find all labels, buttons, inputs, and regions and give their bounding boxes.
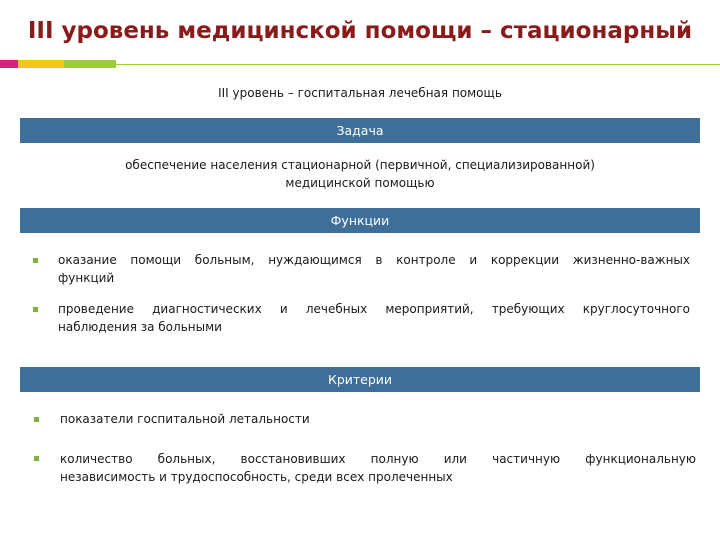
task-header: Задача bbox=[20, 118, 700, 143]
functions-item-2-line-2: наблюдения за больными bbox=[58, 320, 222, 334]
criteria-item-2-line-2: независимость и трудоспособность, среди всех пролеченных bbox=[60, 470, 453, 484]
bullet-icon bbox=[34, 417, 39, 422]
functions-header: Функции bbox=[20, 208, 700, 233]
criteria-header: Критерии bbox=[20, 367, 700, 392]
functions-item-2-line-1: проведение диагностических и лечебных мероприятий, требующих круглосуточного bbox=[58, 302, 690, 316]
task-text-line-2: медицинской помощью bbox=[285, 176, 435, 190]
color-bar-yellow bbox=[18, 60, 64, 68]
functions-item-1-line-1: оказание помощи больным, нуждающимся в контроле и коррекции жизненно-важных bbox=[58, 253, 690, 267]
criteria-item-1-line-1: показатели госпитальной летальности bbox=[60, 412, 310, 426]
criteria-item-2 bbox=[60, 450, 696, 486]
functions-item-2 bbox=[58, 300, 690, 336]
color-bar-magenta bbox=[0, 60, 18, 68]
task-text-line-1: обеспечение населения стационарной (первичной, специализированной) bbox=[125, 158, 595, 172]
color-bar-green bbox=[64, 60, 116, 68]
task-text bbox=[60, 156, 660, 192]
functions-item-1-line-2: функций bbox=[58, 271, 115, 285]
functions-item-1 bbox=[58, 251, 690, 287]
slide-subtitle: III уровень – госпитальная лечебная помощь bbox=[218, 86, 502, 100]
bullet-icon bbox=[33, 307, 38, 312]
criteria-item-2-line-1: количество больных, восстановивших полную или частичную функциональную bbox=[60, 452, 696, 466]
color-bar-line bbox=[116, 64, 720, 65]
bullet-icon bbox=[33, 258, 38, 263]
slide-title: III уровень медицинской помощи – стационарный bbox=[27, 18, 693, 44]
criteria-item-1 bbox=[60, 410, 696, 428]
bullet-icon bbox=[34, 456, 39, 461]
